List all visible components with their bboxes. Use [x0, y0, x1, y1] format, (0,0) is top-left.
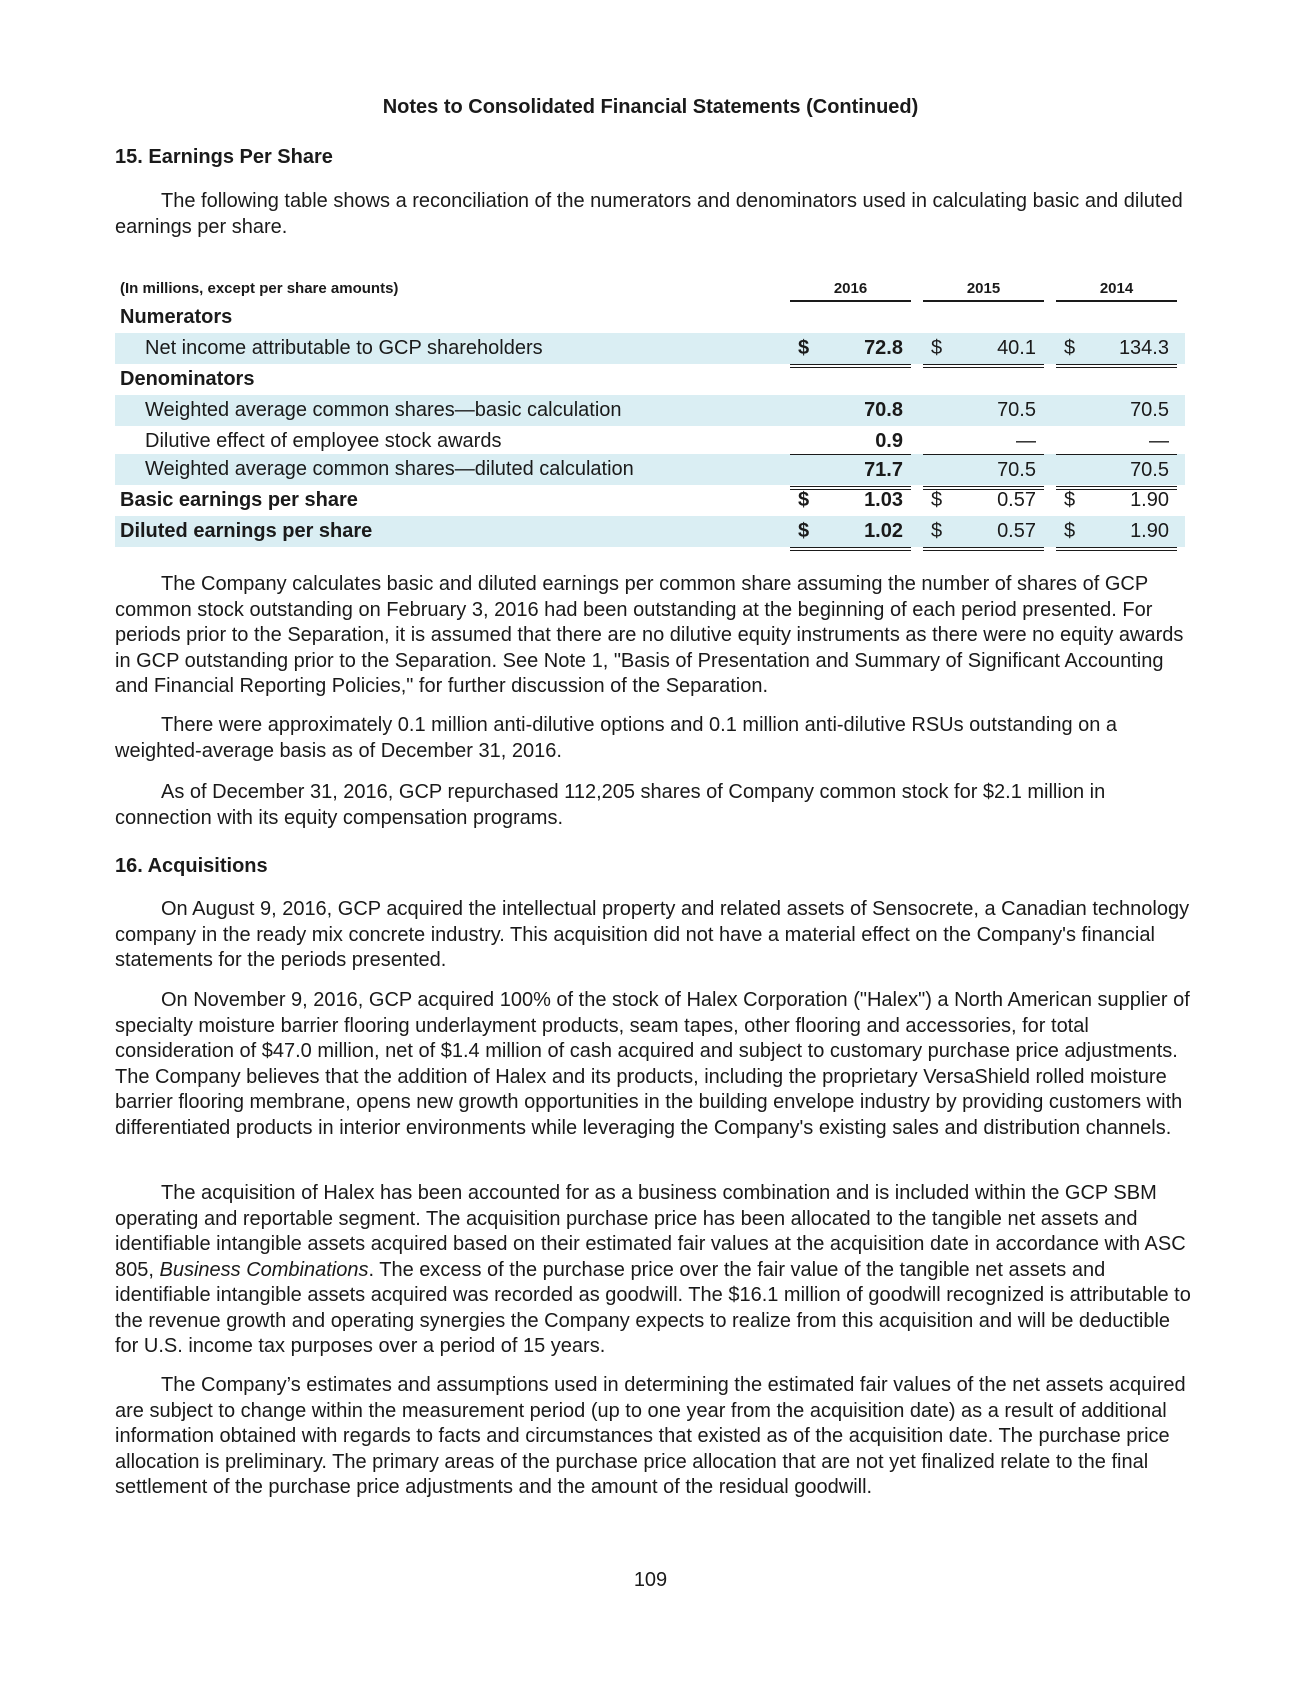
currency-symbol: $: [1064, 489, 1076, 511]
value: 72.8: [864, 337, 903, 359]
currency-symbol: $: [798, 489, 810, 511]
diluted-eps-2016: [790, 516, 911, 551]
eps-table: [115, 276, 1185, 547]
eps-paragraph-antidilutive: [115, 713, 1195, 764]
year-header-2016: 2016: [790, 280, 911, 302]
paragraph-text: The Company calculates basic and diluted earnings per common share assuming the number of shares of GCP common stock outstanding on February 3, 2016 had been outstanding at the beginning of each period presented. For periods prior to the Separation, it is assumed that there are no dilutive equity instruments as there were no equity awards in GCP outstanding prior to the Separation. See Note 1, "Basis of Presentation and Summary of Significant Accounting and Financial Reporting Policies," for further discussion of the Separation.: [115, 573, 1184, 697]
currency-symbol: $: [931, 337, 943, 359]
basic-shares-2015: [923, 395, 1044, 426]
diluted-eps-2015: [923, 516, 1044, 551]
dilutive-label: Dilutive effect of employee stock awards: [145, 430, 502, 452]
numerators-heading-row: [115, 302, 1185, 333]
acquisitions-paragraph-sensocrete: [115, 897, 1195, 974]
value: 1.03: [864, 489, 903, 511]
value: 70.5: [997, 459, 1036, 481]
numerators-label: Numerators: [120, 306, 233, 328]
denominators-heading-row: [115, 364, 1185, 395]
page-header: Notes to Consolidated Financial Statements (Continued): [382, 96, 919, 118]
paragraph-text: The Company’s estimates and assumptions used in determining the estimated fair values of the net assets acquired are subject to change within the measurement period (up to one year from the acquisition date) as a result of additional information obtained with regards to facts and circumstances that existed as of the acquisition date. The purchase price allocation is preliminary. The primary areas of the purchase price allocation that are not yet finalized relate to the final settlement of the purchase price adjustments and the amount of the residual goodwill.: [115, 1374, 1186, 1498]
currency-symbol: $: [1064, 520, 1076, 542]
table-row: [115, 516, 1185, 547]
value: 71.7: [864, 459, 903, 481]
acquisitions-paragraph-estimates: [115, 1373, 1195, 1501]
table-row: [115, 426, 1185, 454]
value: 1.02: [864, 520, 903, 542]
page-number: 109: [633, 1569, 668, 1591]
value: 1.90: [1130, 489, 1169, 511]
value: 70.5: [1130, 399, 1169, 421]
table-row: [115, 395, 1185, 426]
net-income-2015: [923, 333, 1044, 368]
value: —: [1016, 430, 1036, 452]
paragraph-text: There were approximately 0.1 million anti-dilutive options and 0.1 million anti-dilutive RSUs outstanding on a weighted-average basis as of December 31, 2016.: [115, 714, 1118, 762]
dilutive-2015: [923, 426, 1044, 454]
basic-shares-label: Weighted average common shares—basic calculation: [145, 399, 622, 421]
year-header-2014: 2014: [1056, 280, 1177, 302]
diluted-shares-label: Weighted average common shares—diluted calculation: [145, 458, 634, 480]
basic-eps-label: Basic earnings per share: [120, 489, 358, 511]
value: 70.5: [997, 399, 1036, 421]
paragraph-text: As of December 31, 2016, GCP repurchased 112,205 shares of Company common stock for $2.1 million in connection with its equity compensation programs.: [115, 781, 1106, 829]
eps-intro-paragraph: [115, 189, 1195, 240]
section-title-eps: 15. Earnings Per Share: [115, 146, 333, 168]
currency-symbol: $: [931, 489, 943, 511]
basic-shares-2014: [1056, 395, 1177, 426]
value: 70.8: [864, 399, 903, 421]
table-caption: (In millions, except per share amounts): [120, 280, 399, 297]
paragraph-text: . The excess of the purchase price over the fair value of the tangible net assets and identifiable intangible assets acquired was recorded as goodwill. The $16.1 million of goodwill recognized is attributable to the revenue growth and operating synergies the Company expects to realize from this acquisition and will be deductible for U.S. income tax purposes over a period of 15 years.: [115, 1258, 1191, 1357]
value: 40.1: [997, 337, 1036, 359]
currency-symbol: $: [798, 337, 810, 359]
section-title-acquisitions: 16. Acquisitions: [115, 855, 268, 877]
paragraph-text: The acquisition of Halex has been accounted for as a business combination and is included within the GCP SBM operating and reportable segment. The acquisition purchase price has been allocated to the tangible net assets and identifiable intangible assets acquired based on their estimated fair values at the acquisition date in accordance with ASC 805,: [115, 1182, 1186, 1281]
dilutive-2014: [1056, 426, 1177, 454]
value: 0.9: [875, 430, 903, 452]
value: 1.90: [1130, 520, 1169, 542]
paragraph-text: On November 9, 2016, GCP acquired 100% of the stock of Halex Corporation ("Halex") a North American supplier of specialty moisture barrier flooring underlayment products, seam tapes, other flooring and accessories, for total consideration of $47.0 million, net of $1.4 million of cash acquired and subject to customary purchase price adjustments. The Company believes that the addition of Halex and its products, including the proprietary VersaShield rolled moisture barrier flooring membrane, opens new growth opportunities in the building envelope industry by providing customers with differentiated products in interior environments while leveraging the Company's existing sales and distribution channels.: [115, 989, 1190, 1139]
denominators-label: Denominators: [120, 368, 255, 390]
currency-symbol: $: [1064, 337, 1076, 359]
diluted-eps-label: Diluted earnings per share: [120, 520, 373, 542]
diluted-eps-2014: [1056, 516, 1177, 551]
eps-intro-text: The following table shows a reconciliation of the numerators and denominators used in calculating basic and diluted earnings per share.: [115, 190, 1183, 238]
table-row: [115, 333, 1185, 364]
acquisitions-paragraph-accounting: [115, 1181, 1195, 1360]
basic-eps-2015: [923, 485, 1044, 520]
table-header-row: [115, 276, 1185, 302]
eps-paragraph-calculation: [115, 572, 1195, 700]
eps-paragraph-repurchase: [115, 780, 1195, 831]
net-income-2014: [1056, 333, 1177, 368]
currency-symbol: $: [931, 520, 943, 542]
paragraph-italic-text: Business Combinations: [159, 1258, 369, 1281]
acquisitions-paragraph-halex: [115, 988, 1195, 1141]
year-header-2015: 2015: [923, 280, 1044, 302]
table-row: [115, 454, 1185, 485]
basic-shares-2016: [790, 395, 911, 426]
value: 70.5: [1130, 459, 1169, 481]
table-row: [115, 485, 1185, 516]
basic-eps-2016: [790, 485, 911, 520]
value: 0.57: [997, 520, 1036, 542]
value: 134.3: [1118, 337, 1169, 359]
paragraph-text: On August 9, 2016, GCP acquired the intellectual property and related assets of Sensocrete, a Canadian technology company in the ready mix concrete industry. This acquisition did not have a material effect on the Company's financial statements for the periods presented.: [115, 898, 1190, 971]
dilutive-2016: [790, 426, 911, 454]
net-income-2016: [790, 333, 911, 368]
value: 0.57: [997, 489, 1036, 511]
currency-symbol: $: [798, 520, 810, 542]
basic-eps-2014: [1056, 485, 1177, 520]
value: —: [1149, 430, 1169, 452]
net-income-label: Net income attributable to GCP shareholders: [145, 337, 543, 359]
